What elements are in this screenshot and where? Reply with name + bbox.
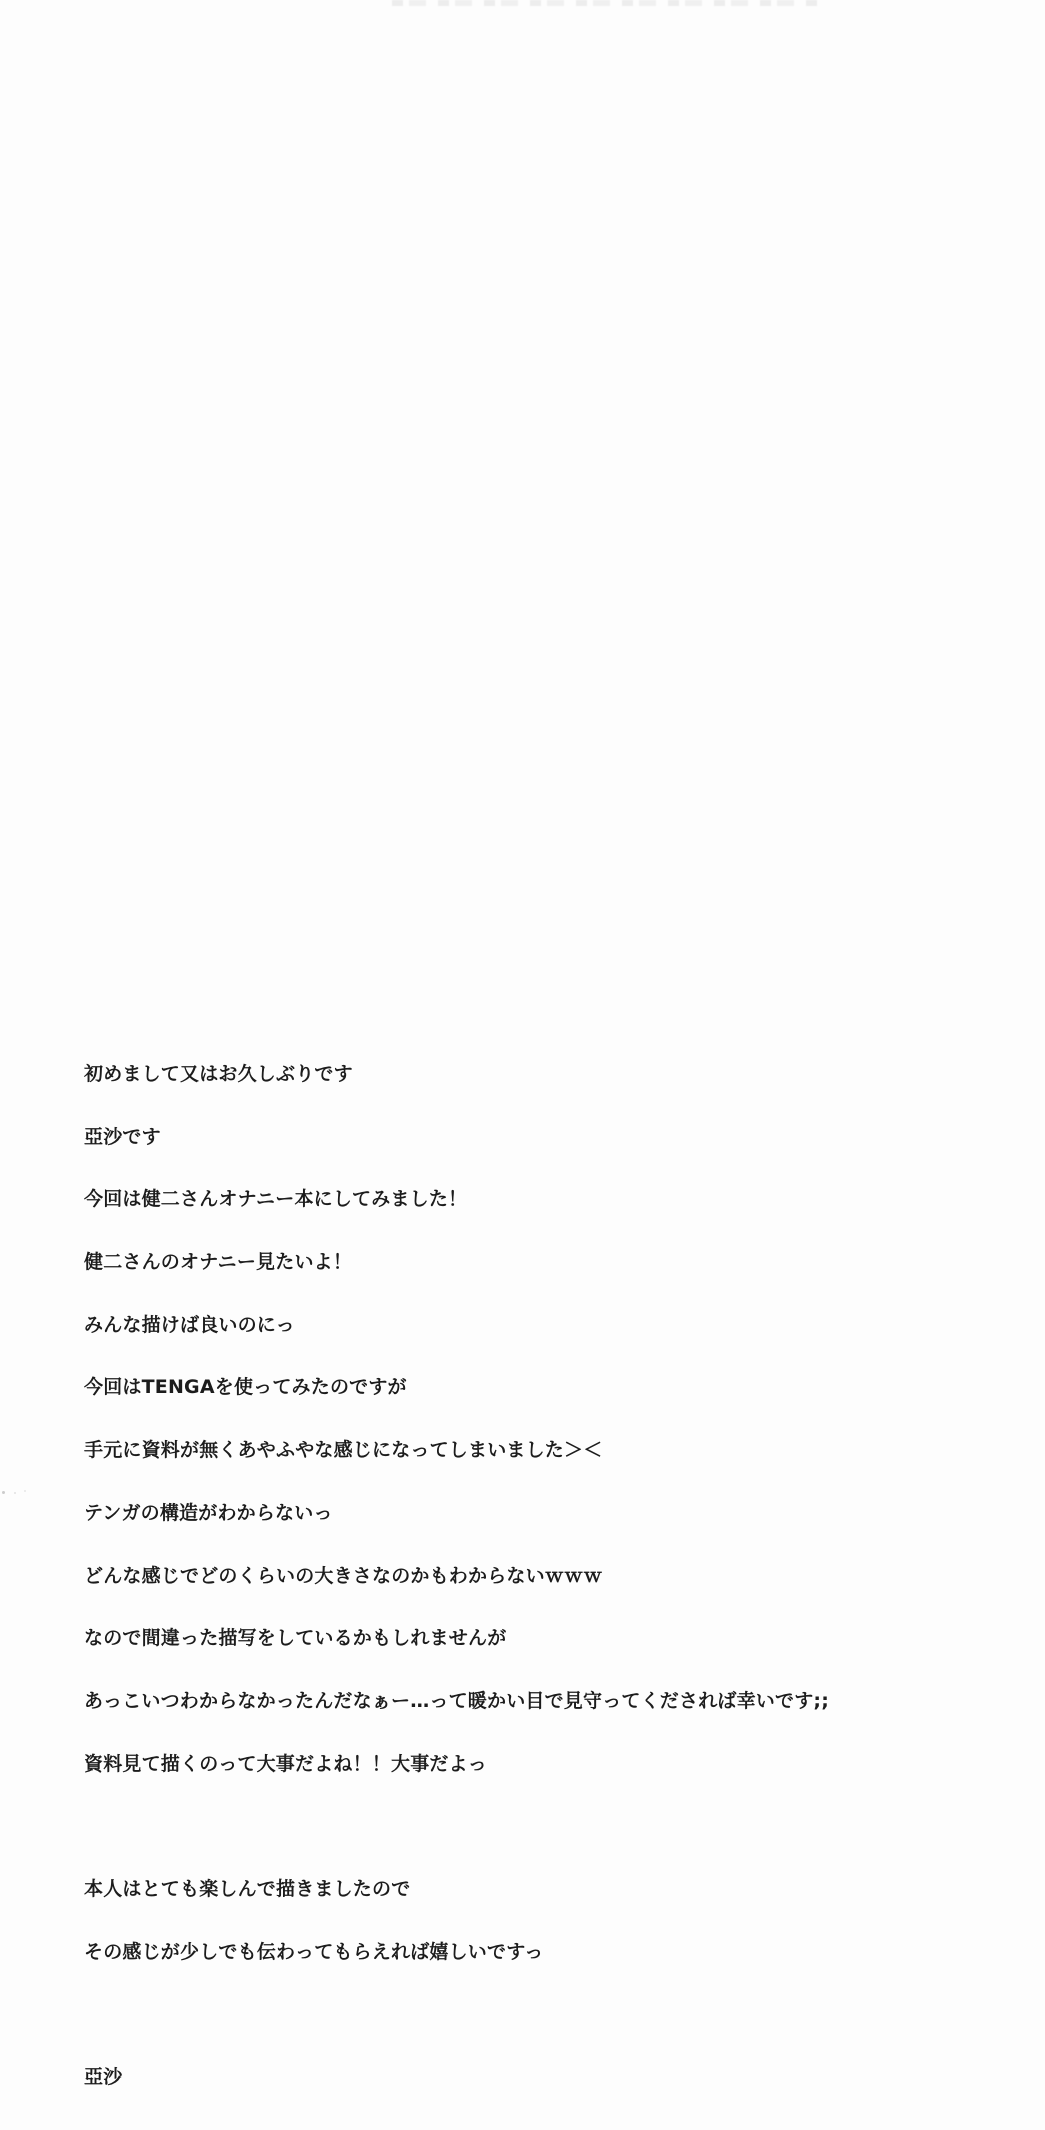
scan-speckle xyxy=(24,1490,26,1492)
afterword-line: 今回はTENGAを使ってみたのですが xyxy=(84,1376,407,1399)
blank-line xyxy=(84,2005,984,2026)
scan-speckle xyxy=(2,1491,5,1494)
afterword-line: 今回は健二さんオナニー本にしてみました！ xyxy=(84,1188,468,1211)
afterword-line: 本人はとても楽しんで描きましたので xyxy=(84,1878,411,1901)
afterword-text-block xyxy=(84,1022,984,2130)
scan-speckle xyxy=(14,1492,16,1494)
afterword-line: 初めまして又はお久しぶりです xyxy=(84,1062,353,1085)
afterword-line: 手元に資料が無くあやふやな感じになってしまいました＞＜ xyxy=(84,1439,603,1462)
blank-line xyxy=(84,1816,984,1837)
scan-bleed-artifact xyxy=(392,0,820,6)
afterword-line: なので間違った描写をしているかもしれませんが xyxy=(84,1627,507,1650)
afterword-line: 資料見て描くのって大事だよね！！大事だよっ xyxy=(84,1752,488,1775)
afterword-line: テンガの構造がわからないっ xyxy=(84,1501,333,1524)
afterword-line: どんな感じでどのくらいの大きさなのかもわからないｗｗｗ xyxy=(84,1564,603,1587)
signature-line: 亞沙 xyxy=(84,2066,123,2089)
afterword-line: みんな描けば良いのにっ xyxy=(84,1313,295,1336)
afterword-line: 健二さんのオナニー見たいよ！ xyxy=(84,1250,353,1273)
afterword-line: あっこいつわからなかったんだなぁー…って暖かい目で見守ってくだされば幸いです;; xyxy=(84,1690,830,1712)
afterword-line: その感じが少しでも伝わってもらえれば嬉しいですっ xyxy=(84,1940,544,1963)
afterword-line-author-intro: 亞沙です xyxy=(84,1125,161,1148)
